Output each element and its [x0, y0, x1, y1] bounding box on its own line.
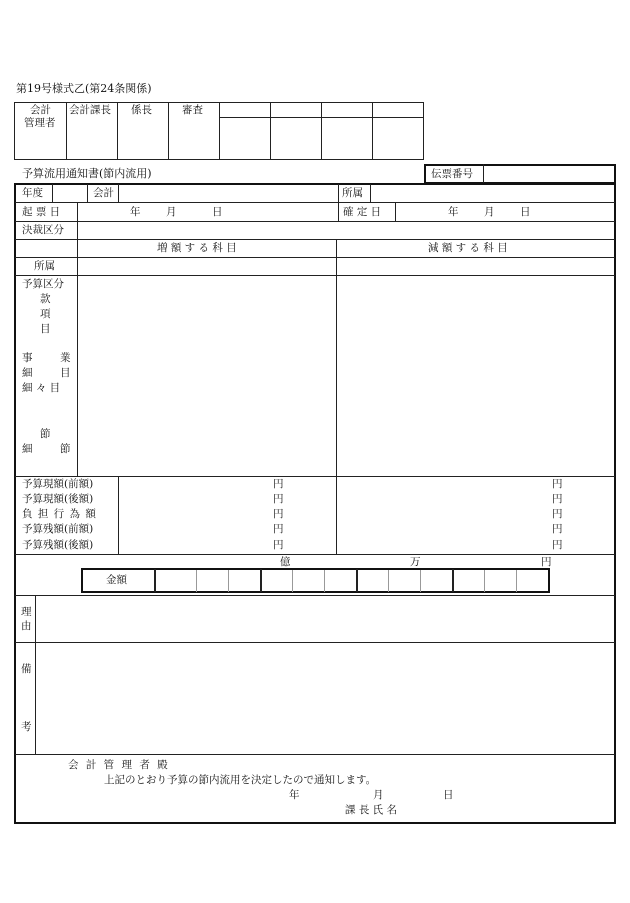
- approval-kakarichou: 係長: [131, 104, 152, 116]
- amount-row-label: 予算残額(前額): [22, 523, 94, 535]
- kakuteibi-hi: 日: [520, 206, 531, 218]
- footer-signature: 課 長 氏 名: [345, 804, 398, 816]
- saimoku-label-1: 細: [22, 367, 33, 379]
- kaikei-label: 会計: [93, 187, 114, 199]
- approval-kanrisha-2: 管理者: [24, 117, 56, 129]
- oku-label: 億: [280, 556, 291, 568]
- amount-row-label: 予算残額(後額): [22, 539, 94, 551]
- amount-row-label: 予算現額(前額): [22, 478, 94, 490]
- saisetsu-label-2: 節: [60, 443, 71, 455]
- yosan-kubun-label: 予算区分: [22, 278, 64, 290]
- yen-left: 円: [273, 478, 284, 490]
- form-title: 予算流用通知書(節内流用): [22, 167, 152, 180]
- kihyoubi-nen: 年: [130, 206, 141, 218]
- kou-label: 項: [40, 308, 51, 320]
- zougaku-header: 増 額 す る 科 目: [157, 242, 237, 254]
- footer-message: 上記のとおり予算の節内流用を決定したので通知します。: [104, 774, 377, 786]
- jigyou-label-2: 業: [60, 352, 71, 364]
- riyuu-label-2: 由: [21, 620, 32, 632]
- amount-row-label: 予算現額(後額): [22, 493, 94, 505]
- yen-left: 円: [273, 493, 284, 505]
- approval-shinsa: 審査: [182, 104, 203, 116]
- kakuteibi-label: 確 定 日: [343, 206, 382, 218]
- setsu-label: 節: [40, 428, 51, 440]
- kingaku-grid: [81, 568, 550, 593]
- shozoku-header-label: 所属: [342, 187, 363, 199]
- kihyoubi-tsuki: 月: [166, 206, 177, 218]
- approval-kanrisha-1: 会計: [30, 104, 51, 116]
- yen-right: 円: [552, 493, 563, 505]
- kan-label: 款: [40, 293, 51, 305]
- moku-label: 目: [40, 323, 51, 335]
- yen-right: 円: [552, 523, 563, 535]
- riyuu-label-1: 理: [21, 606, 32, 618]
- footer-tsuki: 月: [373, 789, 384, 801]
- bikou-label-2: 考: [21, 721, 32, 733]
- amount-row-label: 負 担 行 為 額: [22, 508, 97, 520]
- kakuteibi-tsuki: 月: [484, 206, 495, 218]
- jigyou-label-1: 事: [22, 352, 33, 364]
- yen-left: 円: [273, 539, 284, 551]
- kihyoubi-hi: 日: [212, 206, 223, 218]
- en-label: 円: [541, 556, 552, 568]
- nendo-label: 年度: [22, 187, 43, 199]
- main-form: [14, 183, 616, 824]
- man-label: 万: [410, 556, 421, 568]
- footer-hi: 日: [443, 789, 454, 801]
- approval-kachou: 会計課長: [69, 104, 111, 116]
- kingaku-label: 金額: [106, 574, 127, 586]
- saisetsu-label-1: 細: [22, 443, 33, 455]
- form-number: 第19号様式乙(第24条関係): [16, 82, 152, 95]
- footer-nen: 年: [289, 789, 300, 801]
- kihyoubi-label: 起 票 日: [22, 206, 61, 218]
- yen-right: 円: [552, 539, 563, 551]
- yen-left: 円: [273, 508, 284, 520]
- bikou-label-1: 備: [21, 663, 32, 675]
- shozoku-label: 所属: [34, 260, 55, 272]
- denpyo-label: 伝票番号: [431, 168, 473, 180]
- yen-right: 円: [552, 478, 563, 490]
- saisaimoku-label: 細 々 目: [22, 382, 61, 394]
- saimoku-label-2: 目: [60, 367, 71, 379]
- yen-left: 円: [273, 523, 284, 535]
- footer-addressee: 会 計 管 理 者 殿: [68, 759, 170, 771]
- kessai-label: 決裁区分: [22, 224, 64, 236]
- kakuteibi-nen: 年: [448, 206, 459, 218]
- gengaku-header: 減 額 す る 科 目: [428, 242, 508, 254]
- yen-right: 円: [552, 508, 563, 520]
